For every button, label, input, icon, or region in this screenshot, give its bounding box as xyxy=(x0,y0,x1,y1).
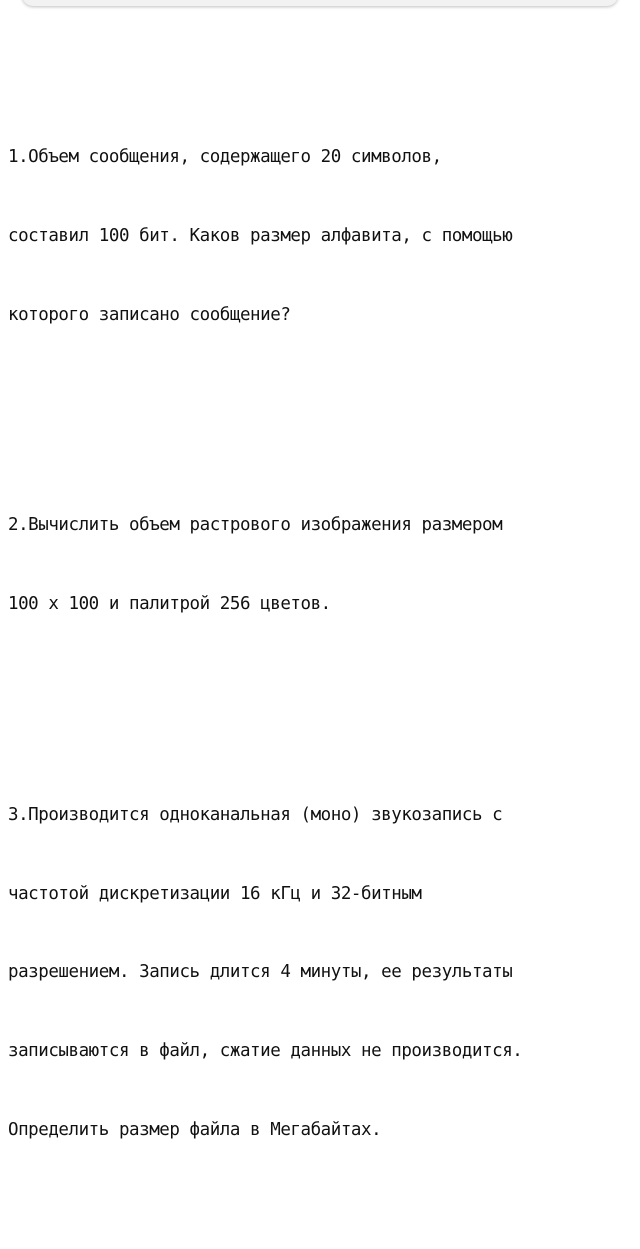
question-3-line-2: частотой дискретизации 16 кГц и 32-битным xyxy=(8,883,422,904)
question-2 xyxy=(8,460,636,670)
question-1 xyxy=(8,92,636,381)
question-1-line-2: составил 100 бит. Каков размер алфавита, с помощью xyxy=(8,226,513,247)
question-2-line-1: 2.Вычислить объем растрового изображения размером xyxy=(8,515,503,536)
question-3-line-3: разрешением. Запись длится 4 минуты, ее результаты xyxy=(8,962,513,983)
question-3-line-5: Определить размер файла в Мегабайтах. xyxy=(8,1120,382,1141)
document-body xyxy=(8,39,636,1249)
question-3-line-4: записываются в файл, сжатие данных не производится. xyxy=(8,1041,523,1062)
question-2-line-2: 100 х 100 и палитрой 256 цветов. xyxy=(8,594,331,615)
top-toolbar xyxy=(22,0,618,6)
question-3-line-1: 3.Производится одноканальная (моно) звукозапись с xyxy=(8,804,503,825)
question-1-line-3: которого записано сообщение? xyxy=(8,304,291,325)
question-3 xyxy=(8,749,636,1196)
question-1-line-1: 1.Объем сообщения, содержащего 20 символов, xyxy=(8,147,442,168)
